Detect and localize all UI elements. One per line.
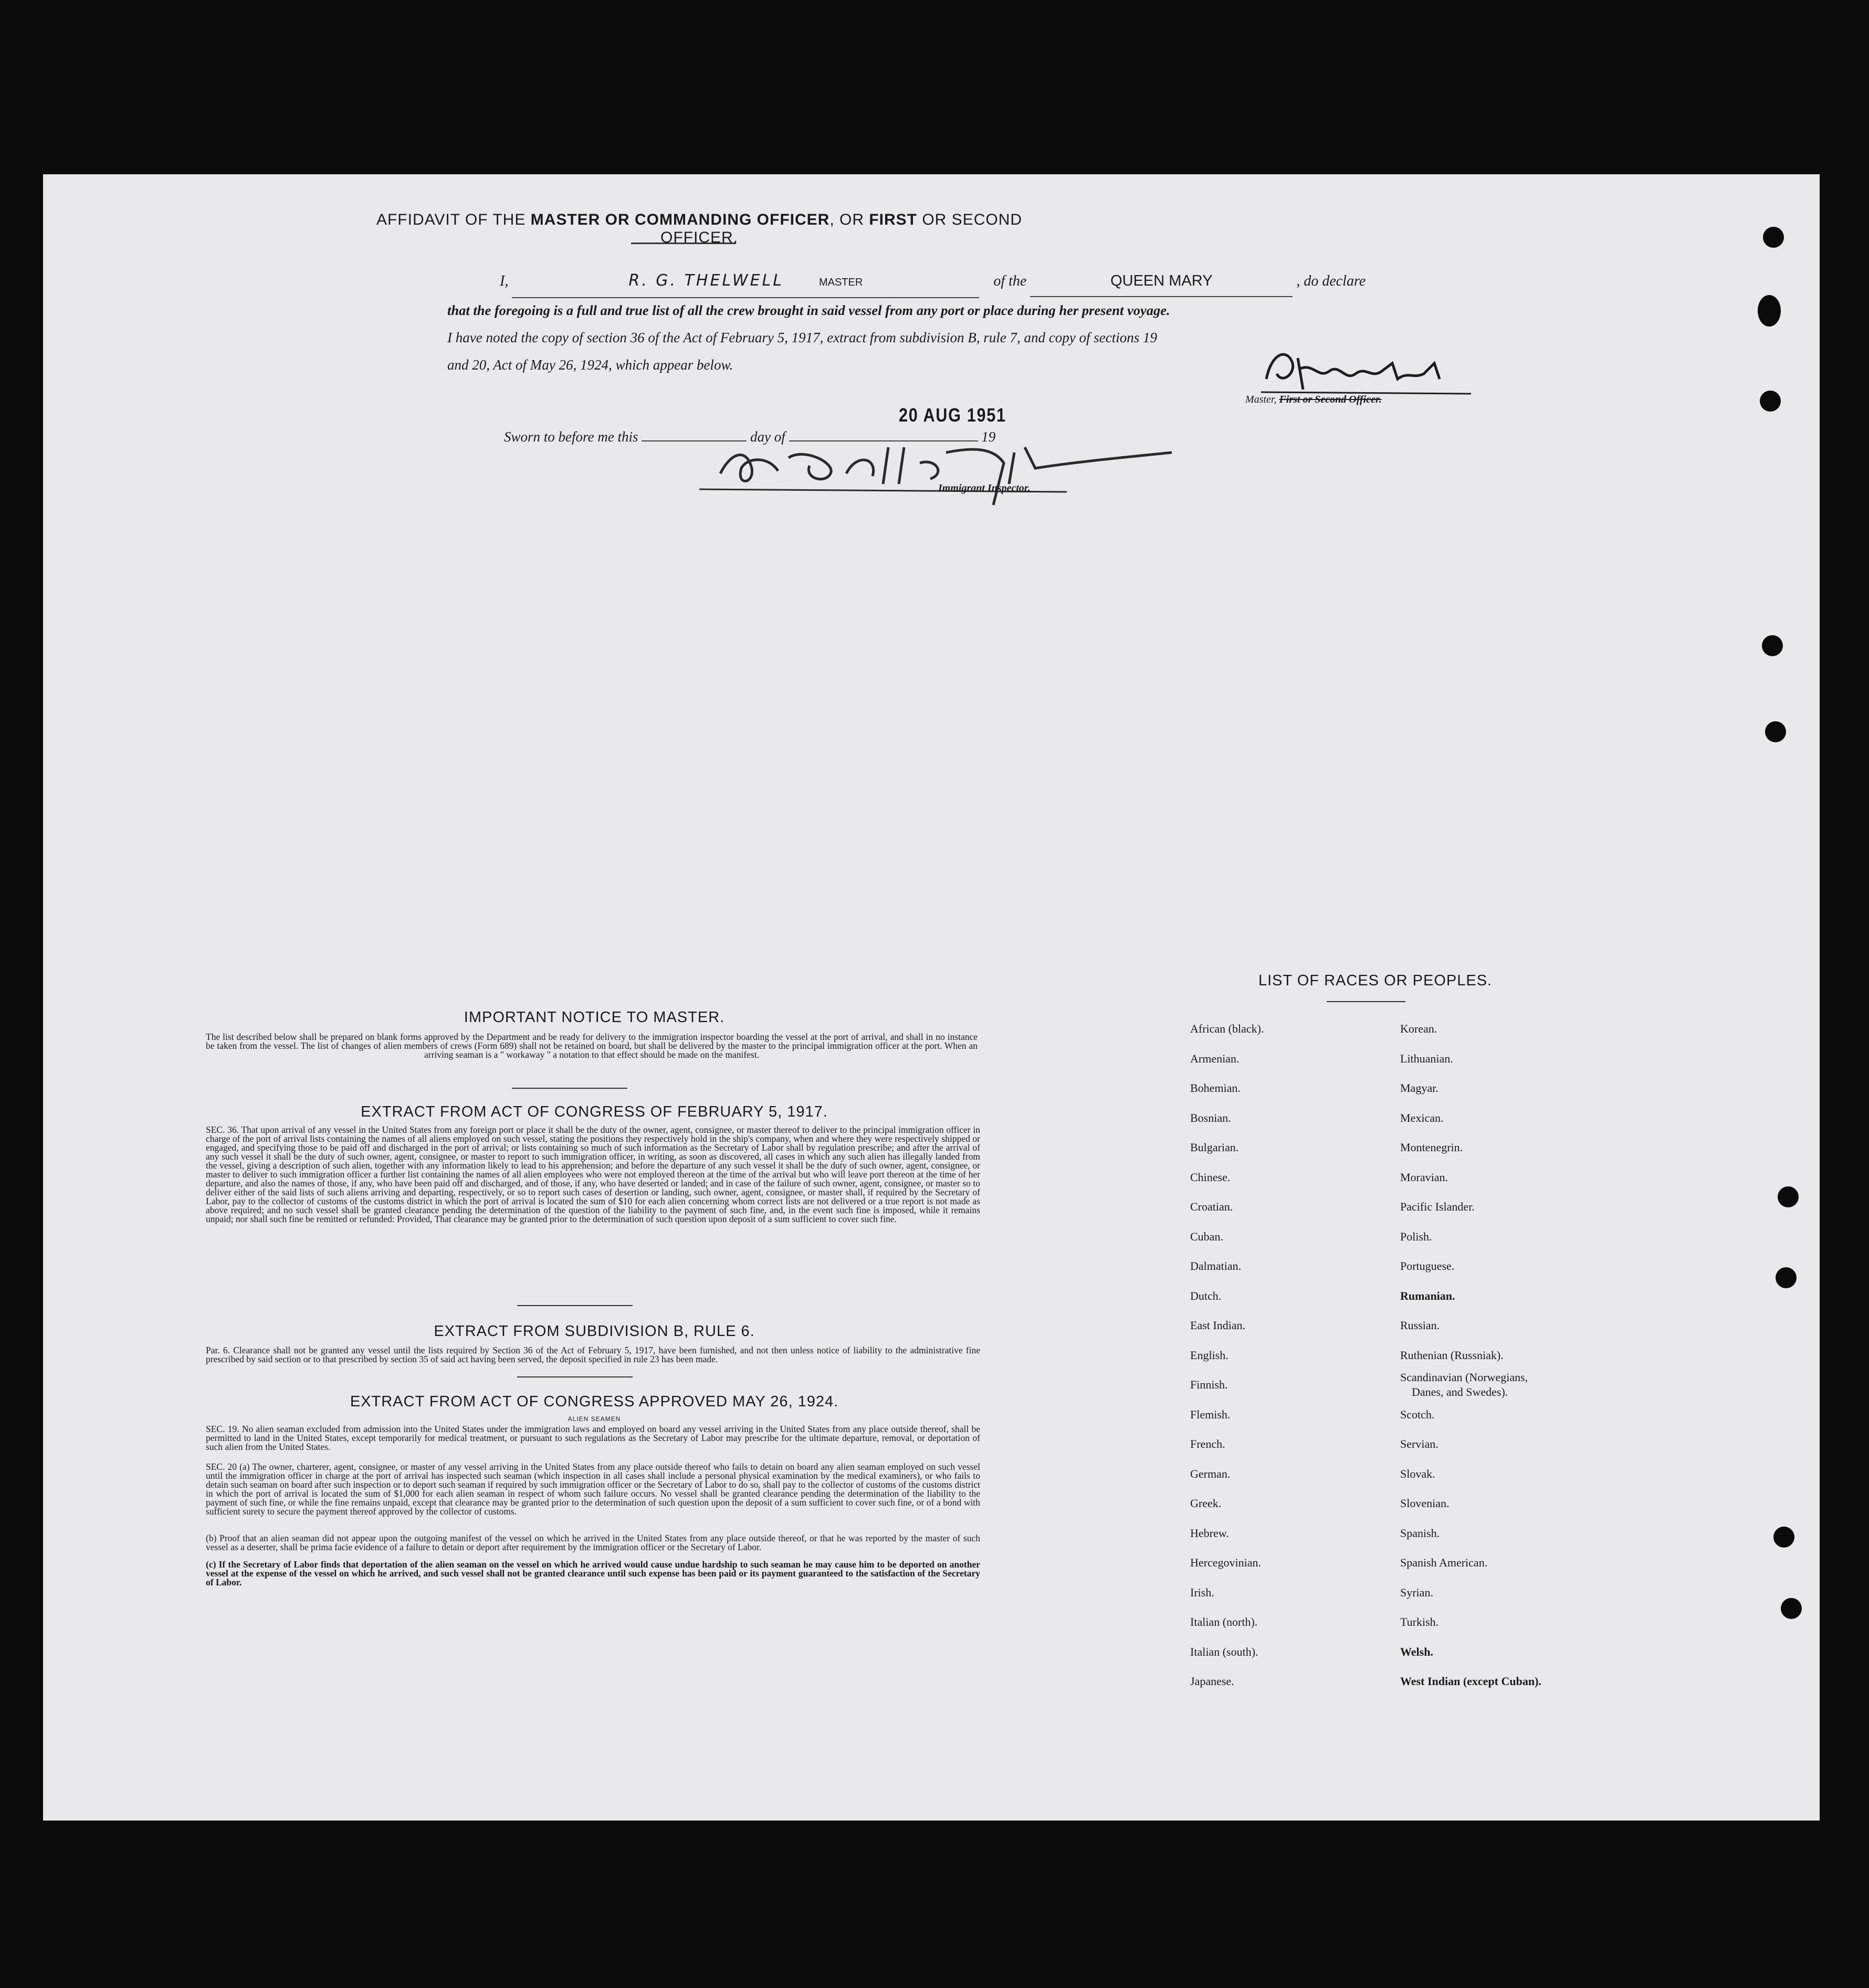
race-item: Rumanian.: [1400, 1289, 1455, 1302]
race-item: Lithuanian.: [1400, 1051, 1453, 1065]
signer-struck-text: First or Second Officer.: [1279, 394, 1382, 405]
race-item: Servian.: [1400, 1437, 1438, 1450]
inspector-signature-graphic: [699, 426, 1224, 510]
punch-hole: [1760, 391, 1781, 412]
date-stamp: 20 AUG 1951: [899, 404, 1006, 426]
extract-1924-heading: EXTRACT FROM ACT OF CONGRESS APPROVED MAY 26, 1924.: [350, 1393, 839, 1410]
affidavit-line-3: I have noted the copy of section 36 of the Act of February 5, 1917, extract from subdivision B, rule 7, and copy of sections 19: [447, 330, 1157, 345]
race-item: Slovak.: [1400, 1467, 1435, 1480]
race-item: Slovenian.: [1400, 1497, 1450, 1510]
race-item: Moravian.: [1400, 1170, 1448, 1184]
punch-hole: [1778, 1186, 1799, 1207]
punch-hole: [1773, 1527, 1794, 1548]
signer-caption: [1245, 394, 1382, 406]
extract-1924-sec19: SEC. 19. No alien seaman excluded from admission into the United States under the immigration laws and employed on board any vessel arriving in the United States from any place outside thereof, shall be permitted to land in the United States, except temporarily for medical treatment, or pursuant to such regulations as the Secretary of Labor may prescribe for the ultimate departure, removal, or deportation of such alien from the United States.: [206, 1424, 980, 1452]
race-item: Cuban.: [1190, 1229, 1223, 1243]
race-item: Montenegrin.: [1400, 1141, 1463, 1154]
race-item: East Indian.: [1190, 1319, 1246, 1332]
affidavit-line-4: and 20, Act of May 26, 1924, which appear below.: [447, 357, 733, 373]
race-item: African (black).: [1190, 1022, 1264, 1035]
punch-hole: [1763, 227, 1784, 248]
race-item: Japanese.: [1190, 1675, 1234, 1688]
race-item: Bohemian.: [1190, 1081, 1241, 1095]
affidavit-line-2: that the foregoing is a full and true list of all the crew brought in said vessel from any port or place during her present voyage.: [447, 302, 1170, 318]
races-left-column: [1190, 1014, 1264, 1697]
extract-1917-text: SEC. 36. That upon arrival of any vessel in the United States from any foreign port or place it shall be the duty of the owner, agent, consignee, or master thereof to deliver to the principal immigration officer in charge of the port of arrival lists containing the names of all aliens employed on such vessel, stating the positions they respectively hold in the ship's company, when and where they were respectively shipped or engaged, and specifying those to be paid off and discharged in the port of arrival; or lists containing so much of such information as the Secretary of Labor shall by regulation prescribe; and after the arrival of any such vessel it shall be the duty of such owner, agent, consignee, or master to report to such immigration officer, in writing, as soon as discovered, all cases in which any such alien has illegally landed from the vessel, giving a description of such alien, together with any information likely to lead to his apprehension; and before the departure of any such vessel it shall be the duty of such owner, agent, consignee, or master to deliver to such immigration officer a further list containing the names of all alien employees who were not employed thereon at the time of the arrival but who will leave port thereon at the time of her departure, and also the names of those, if any, who have been paid off and discharged, and of those, if any, who have deserted or landed; and in case of the failure of such owner, agent, consignee, or master so to deliver either of the said lists of such aliens arriving and departing, respectively, or so to report such cases of desertion or landing, such owner, agent, consignee, or master shall, if required by the Secretary of Labor, pay to the collector of customs of the customs district in which the port of arrival is located the sum of $10 for each alien concerning whom correct lists are not delivered or a true report is not made as above required; and no such vessel shall be granted clearance pending the determination of the question of the liability to the payment of such fine, and, in the event such fine is imposed, while it remains unpaid; nor shall such fine be remitted or refunded: Provided, That clearance may be granted prior to the determination of such question upon deposit of a sum sufficient to cover such fine.: [206, 1124, 980, 1224]
race-item: Dalmatian.: [1190, 1259, 1242, 1272]
punch-hole: [1762, 635, 1783, 656]
signer-label: Master,: [1245, 394, 1277, 405]
affidavit-title-mid: , OR: [830, 211, 869, 228]
race-item: Croatian.: [1190, 1200, 1233, 1213]
divider-1: [512, 1088, 627, 1089]
master-rank: MASTER: [818, 277, 863, 288]
race-item: Irish.: [1190, 1585, 1214, 1599]
affidavit-title-prefix: AFFIDAVIT OF THE: [376, 211, 531, 228]
race-item: West Indian (except Cuban).: [1400, 1675, 1541, 1688]
race-item: Chinese.: [1190, 1170, 1231, 1184]
race-item: Bosnian.: [1190, 1111, 1231, 1124]
race-item: Armenian.: [1190, 1051, 1240, 1065]
affidavit-title-bold-2: FIRST: [869, 211, 917, 228]
extract-rule6-heading: EXTRACT FROM SUBDIVISION B, RULE 6.: [434, 1323, 755, 1340]
punch-hole: [1781, 1598, 1802, 1619]
master-signature-graphic: [1251, 342, 1482, 400]
title-underline: [631, 243, 736, 244]
race-item: Turkish.: [1400, 1615, 1439, 1628]
extract-1924-sec20c: (c) If the Secretary of Labor finds that deportation of the alien seaman on the vessel on which he arrived would cause undue hardship to such seaman he may cause him to be deported on another vessel at the expense of the vessel on which he arrived, and such vessel shall not be granted clearance until such expense has been paid or its payment guaranteed to the satisfaction of the Secretary of Labor.: [206, 1559, 980, 1587]
punch-hole: [1758, 295, 1781, 327]
inspector-label: Immigrant Inspector.: [938, 482, 1031, 494]
race-item: Ruthenian (Russniak).: [1400, 1348, 1504, 1362]
master-name: R. G. THELWELL: [628, 271, 784, 290]
extract-1917-heading: EXTRACT FROM ACT OF CONGRESS OF FEBRUARY 5, 1917.: [361, 1103, 828, 1120]
of-the-label: of the: [993, 273, 1027, 289]
race-item: Portuguese.: [1400, 1259, 1455, 1272]
extract-1924-subheading: ALIEN SEAMEN: [568, 1415, 621, 1423]
master-name-field: [512, 266, 979, 298]
race-item: German.: [1190, 1467, 1231, 1480]
divider-3: [517, 1376, 633, 1377]
race-item: Spanish American.: [1400, 1556, 1488, 1569]
document-page: [43, 174, 1820, 1821]
race-item: Polish.: [1400, 1229, 1432, 1243]
race-item: Korean.: [1400, 1022, 1437, 1035]
race-item: Pacific Islander.: [1400, 1200, 1475, 1213]
race-item: Russian.: [1400, 1319, 1440, 1332]
extract-1924-sec20a: SEC. 20 (a) The owner, charterer, agent, consignee, or master of any vessel arriving in the United States from any place outside thereof who fails to detain on board any alien seaman employed on such vessel until the immigration officer in charge at the port of arrival has inspected such seaman (which inspection in all cases shall include a personal physical examination by the medical examiners), or who fails to detain such seaman on board after such inspection or to deport such seaman if required by such immigration officer or the Secretary of Labor to do so, shall pay to the collector of customs of the customs district in which the port of arrival is located the sum of $1,000 for each alien seaman in respect of whom such failure occurs. No vessel shall be granted clearance pending the determination of the liability to the payment of such fine, or while the fine remains unpaid, except that clearance may be granted prior to the determination of such question upon the deposit of a sum sufficient to cover such fine, or of a bond with sufficient surety to secure the payment thereof approved by the collector of customs.: [206, 1461, 980, 1517]
affidavit-title-bold-1: MASTER OR COMMANDING OFFICER: [530, 211, 830, 228]
race-item: Italian (south).: [1190, 1645, 1258, 1658]
race-item: Hebrew.: [1190, 1526, 1229, 1540]
day-of-label: day of: [750, 429, 785, 445]
races-heading: LIST OF RACES OR PEOPLES.: [1258, 972, 1493, 989]
affidavit-title-suffix: OR SECOND OFFICER.: [660, 211, 1023, 246]
race-item: Flemish.: [1190, 1407, 1231, 1421]
race-item: Dutch.: [1190, 1289, 1222, 1302]
sworn-label: Sworn to before me this: [504, 429, 638, 445]
notice-text: The list described below shall be prepared on blank forms approved by the Department and be ready for delivery to the immigration inspector boarding the vessel at the port of arrival, and shall in no instance be taken from the vessel. The list of changes of alien members of crews (Form 689) shall not be retained on board, but shall be delivered by the master to the principal immigration officer at the port. When an arriving seaman is a " workaway " a notation to that effect should be made on the manifest.: [206, 1032, 978, 1060]
race-item: English.: [1190, 1348, 1228, 1362]
year-prefix-label: 19: [981, 429, 996, 445]
race-item: Magyar.: [1400, 1081, 1438, 1095]
race-item: Welsh.: [1400, 1645, 1433, 1658]
race-item: Finnish.: [1190, 1378, 1228, 1391]
affidavit-title: [358, 211, 1041, 247]
race-item: Mexican.: [1400, 1111, 1444, 1124]
race-item: Scotch.: [1400, 1407, 1435, 1421]
extract-rule6-text: Par. 6. Clearance shall not be granted any vessel until the lists required by Section 36 of the Act of February 5, 1917, have been furnished, and not then unless notice of liability to the administrative fine prescribed by said section or to that prescribed by section 35 of said act having been served, the deposit specified in rule 23 has been made.: [206, 1345, 980, 1364]
race-item: Bulgarian.: [1190, 1141, 1239, 1154]
notice-heading: IMPORTANT NOTICE TO MASTER.: [464, 1009, 725, 1026]
race-item: French.: [1190, 1437, 1225, 1450]
punch-hole: [1776, 1267, 1797, 1288]
vessel-field: [1030, 266, 1293, 297]
race-item: Hercegovinian.: [1190, 1556, 1261, 1569]
affidavit-line-1: [500, 266, 1366, 298]
do-declare-label: , do declare: [1296, 273, 1366, 289]
races-underline: [1327, 1001, 1405, 1002]
vessel-name: QUEEN MARY: [1110, 272, 1213, 289]
race-item: Spanish.: [1400, 1526, 1440, 1540]
punch-hole: [1765, 721, 1786, 742]
race-item: Italian (north).: [1190, 1615, 1258, 1628]
extract-1924-sec20b: (b) Proof that an alien seaman did not appear upon the outgoing manifest of the vessel on which he arrived in the United States from any place outside thereof, or that he was reported by the master of such vessel as a deserter, shall be prima facie evidence of a failure to detain or deport after requirement by the immigration officer or the Secretary of Labor.: [206, 1533, 980, 1552]
race-item: Scandinavian (Norwegians, Danes, and Swedes).: [1400, 1371, 1528, 1398]
race-item: Syrian.: [1400, 1585, 1433, 1599]
i-label: I,: [500, 273, 509, 289]
divider-2: [517, 1305, 633, 1306]
races-right-column: [1400, 1014, 1541, 1697]
race-item: Greek.: [1190, 1497, 1222, 1510]
